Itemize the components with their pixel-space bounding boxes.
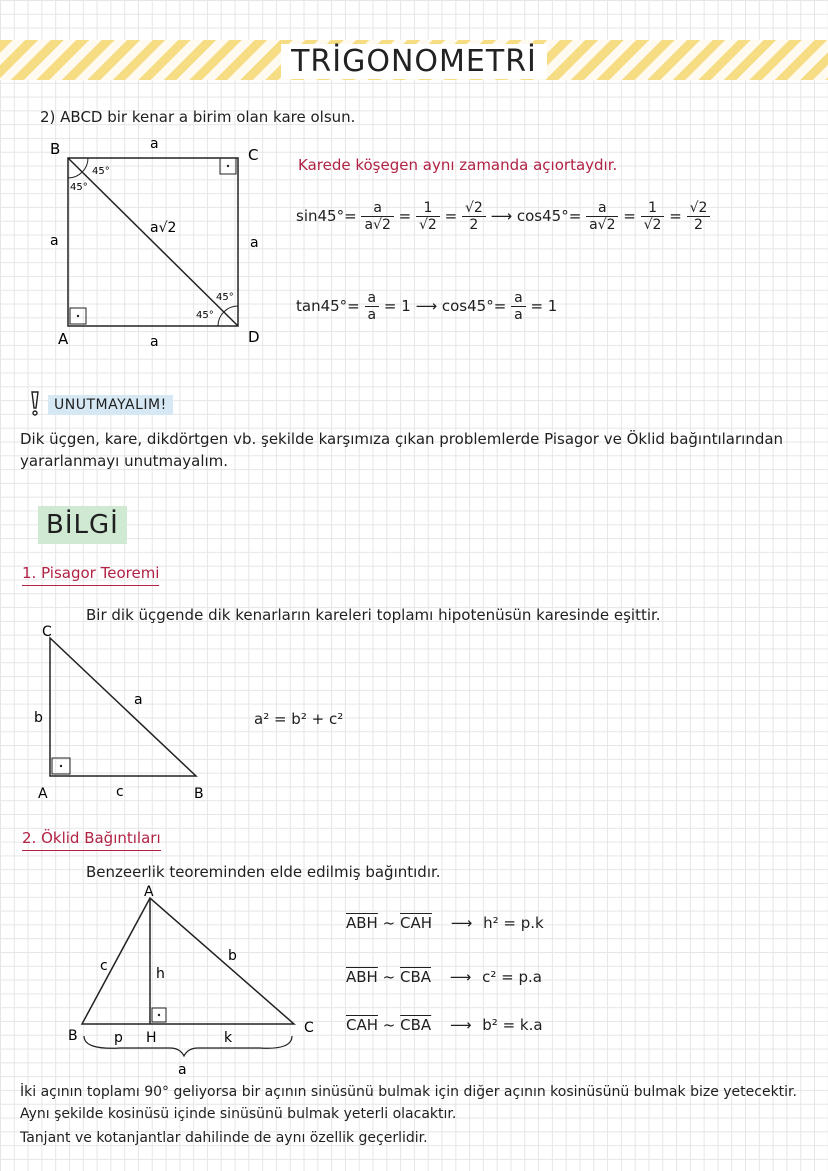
square-diagonal	[68, 158, 238, 326]
label-left-a: a	[50, 233, 59, 249]
ok-label-h: h	[156, 966, 165, 982]
ok-label-A: A	[144, 884, 154, 900]
pisagor-description: Bir dik üçgende dik kenarların kareleri toplamı hipotenüsün karesinde eşittir.	[86, 606, 661, 624]
label-D: D	[248, 328, 260, 346]
reminder-line-1: Dik üçgen, kare, dikdörtgen vb. şekilde karşımıza çıkan problemlerde Pisagor ve Öklid bağıntılarından	[20, 430, 784, 448]
label-bottom-a: a	[150, 334, 159, 350]
sin-frac-2: $\frac{1}{√2}$	[416, 200, 440, 233]
exclamation-icon	[28, 390, 42, 418]
ok-label-B: B	[68, 1028, 78, 1044]
label-B: B	[50, 140, 61, 158]
square-diagram	[40, 132, 280, 352]
tan-frac: $\frac{a}{a}$	[365, 290, 380, 323]
sin-frac-3: $\frac{√2}{2}$	[462, 200, 486, 233]
angle-45-a: 45°	[92, 166, 110, 177]
ok-label-C: C	[304, 1020, 314, 1036]
cot-frac: $\frac{a}{a}$	[511, 290, 526, 323]
page-title: TRİGONOMETRİ	[0, 44, 828, 79]
relation-1: $\overline{ABH}$ ~ $\overline{CAH}$ ⟶ h² = p.k	[346, 914, 544, 932]
pisagor-heading: 1. Pisagor Teoremi	[22, 563, 162, 582]
tri-label-b: b	[34, 710, 43, 726]
angle-45-d: 45°	[196, 310, 214, 321]
ok-label-b: b	[228, 948, 237, 964]
reminder-line-2: yararlanmayı unutmayalım.	[20, 452, 229, 470]
label-C: C	[248, 146, 259, 164]
example-prompt: 2) ABCD bir kenar a birim olan kare olsun.	[40, 108, 356, 126]
arrow-1: ⟶	[490, 207, 513, 225]
label-A: A	[58, 330, 69, 348]
tri-label-a: a	[134, 692, 143, 708]
label-diagonal: a√2	[150, 220, 177, 236]
tri-label-B: B	[194, 786, 204, 802]
cos45-label: cos45°=	[516, 207, 582, 225]
ok-label-p: p	[114, 1030, 123, 1046]
arrow-2: ⟶	[415, 297, 438, 315]
cot45-label: cos45°=	[441, 297, 507, 315]
tri-label-c: c	[116, 784, 124, 800]
ok-label-H: H	[146, 1030, 157, 1046]
pisagor-formula: a² = b² + c²	[254, 710, 344, 728]
ok-label-c: c	[100, 958, 108, 974]
oklid-description: Benzeerlik teoreminden elde edilmiş bağıntıdır.	[86, 863, 441, 881]
footer-line-3: Tanjant ve kotanjantlar dahilinde de aynı özellik geçerlidir.	[20, 1130, 428, 1146]
footer-line-1: İki açının toplamı 90° geliyorsa bir açının sinüsünü bulmak için diğer açının kosinüsünü bulmak bize yetecektir.	[20, 1084, 797, 1100]
oklid-heading: 2. Öklid Bağıntıları	[22, 828, 162, 847]
reminder-label: UNUTMAYALIM!	[48, 394, 173, 413]
tri-label-C: C	[42, 624, 52, 640]
ok-label-a: a	[178, 1062, 187, 1078]
footer-line-2: Aynı şekilde kosinüsü içinde sinüsünü bulmak yeterli olacaktır.	[20, 1106, 457, 1122]
ok-label-k: k	[224, 1030, 233, 1046]
angle-45-c: 45°	[216, 292, 234, 303]
cos-frac-2: $\frac{1}{√2}$	[641, 200, 665, 233]
relation-2: $\overline{ABH}$ ~ $\overline{CBA}$ ⟶ c² = p.a	[346, 968, 542, 986]
right-triangle	[50, 638, 196, 776]
cos-frac-3: $\frac{√2}{2}$	[687, 200, 711, 233]
sin-frac-1: $\frac{a}{a√2}$	[361, 200, 393, 233]
pisagor-triangle	[30, 620, 220, 810]
tri-label-A: A	[38, 786, 48, 802]
label-right-a: a	[250, 235, 259, 251]
cos-frac-1: $\frac{a}{a√2}$	[586, 200, 618, 233]
sin-cos-row: sin45°= $\frac{a}{a√2}$ = $\frac{1}{√2}$ = $\frac{√2}{2}$ ⟶ cos45°= $\frac{a}{a√2}$ = $\frac{1}{√2}$ = $\frac{√2}{2}$	[296, 200, 710, 233]
angle-45-b: 45°	[70, 182, 88, 193]
sin45-label: sin45°=	[296, 207, 357, 225]
oklid-triangle	[60, 884, 330, 1084]
diagonal-note: Karede köşegen aynı zamanda açıortaydır.	[298, 156, 618, 174]
bilgi-heading: BİLGİ	[38, 510, 127, 540]
relation-3: $\overline{CAH}$ ~ $\overline{CBA}$ ⟶ b² = k.a	[346, 1016, 543, 1034]
tan45-label: tan45°=	[296, 297, 360, 315]
tan-row: tan45°= $\frac{a}{a}$ = 1 ⟶ cos45°= $\frac{a}{a}$ = 1	[296, 290, 558, 323]
label-top-a: a	[150, 136, 159, 152]
